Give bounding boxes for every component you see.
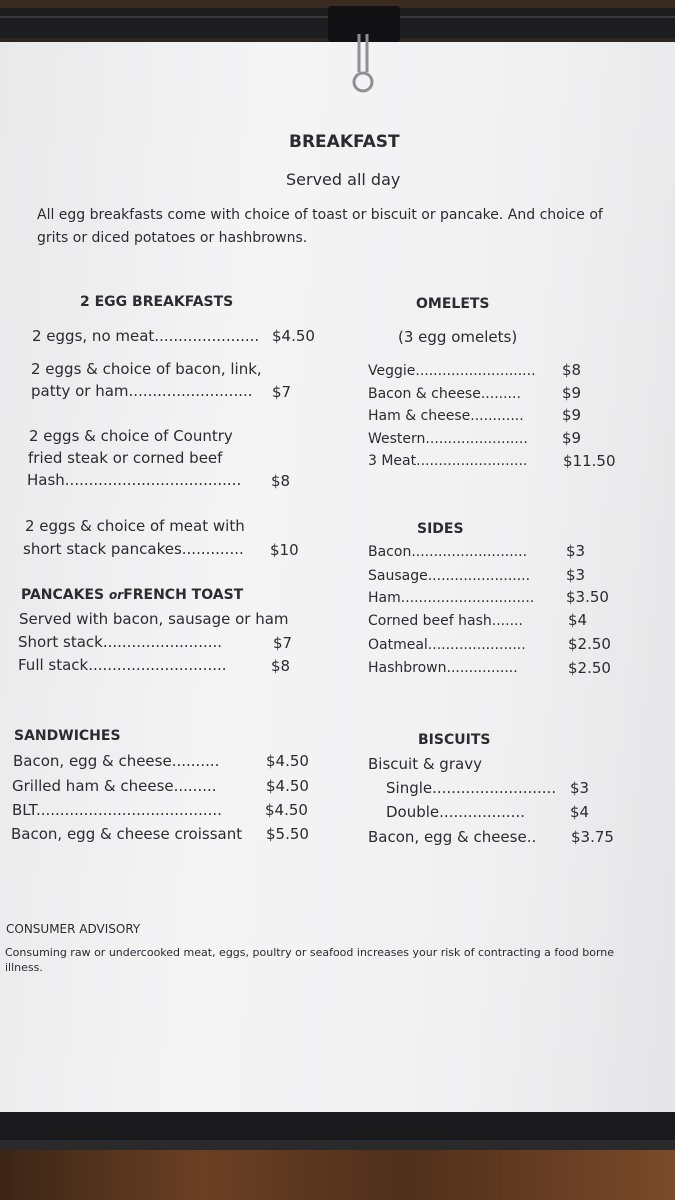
biscuit-item-2-price: $4: [570, 803, 590, 821]
intro-line-1: All egg breakfasts come with choice of toast or biscuit or pancake. And choice of: [37, 207, 603, 223]
sandwich-item-4-price: $5.50: [266, 825, 309, 843]
egg-item-3-line-1: 2 eggs & choice of Country: [29, 427, 233, 445]
omelets-heading: OMELETS: [416, 296, 490, 312]
sandwich-item-1-name: Bacon, egg & cheese..........: [13, 752, 220, 770]
side-item-2-name: Sausage.......................: [368, 568, 531, 584]
pancake-item-2-name: Full stack.............................: [18, 656, 227, 674]
pancakes-note: Served with bacon, sausage or ham: [19, 610, 289, 628]
omelet-item-1-name: Veggie...........................: [368, 363, 536, 379]
egg-item-1-price: $4.50: [272, 327, 315, 345]
egg-item-1-name: 2 eggs, no meat......................: [32, 327, 260, 345]
sandwiches-heading: SANDWICHES: [14, 728, 121, 744]
advisory-line-2: illness.: [5, 961, 43, 974]
clipboard-bottom-bar: [0, 1112, 675, 1152]
biscuit-item-3-price: $3.75: [571, 828, 614, 846]
side-item-6-price: $2.50: [568, 659, 611, 677]
egg-item-4-price: $10: [270, 541, 299, 559]
omelet-item-4-name: Western.......................: [368, 431, 528, 447]
advisory-line-1: Consuming raw or undercooked meat, eggs, poultry or seafood increases your risk of contracting a food borne: [5, 946, 615, 959]
sandwich-item-3-price: $4.50: [265, 801, 308, 819]
egg-item-2-line-2: patty or ham..........................: [31, 382, 253, 400]
pancakes-heading: [21, 585, 243, 605]
menu-subtitle: Served all day: [286, 170, 401, 189]
pancake-item-1-price: $7: [273, 634, 293, 652]
sandwich-item-3-name: BLT.......................................: [12, 801, 222, 819]
side-item-5-name: Oatmeal......................: [368, 637, 526, 653]
omelets-note: (3 egg omelets): [398, 328, 518, 346]
wood-table: [0, 1150, 675, 1200]
egg-item-3-price: $8: [271, 472, 291, 490]
biscuit-item-3-name: Bacon, egg & cheese..: [368, 828, 537, 846]
sandwich-item-2-price: $4.50: [266, 777, 309, 795]
biscuits-subheading: Biscuit & gravy: [368, 755, 482, 773]
biscuit-item-1-price: $3: [570, 779, 590, 797]
side-item-5-price: $2.50: [568, 635, 611, 653]
biscuit-item-1-name: Single..........................: [386, 779, 557, 797]
pancakes-heading-part-a: PANCAKES: [21, 587, 110, 603]
egg-breakfasts-heading: 2 EGG BREAKFASTS: [80, 294, 234, 310]
egg-item-3-line-2: fried steak or corned beef: [28, 449, 223, 467]
side-item-4-price: $4: [568, 611, 588, 629]
binder-clip-wire: [352, 34, 374, 94]
omelet-item-3-price: $9: [562, 406, 582, 424]
omelet-item-2-price: $9: [562, 384, 582, 402]
side-item-2-price: $3: [566, 566, 586, 584]
omelet-item-5-price: $11.50: [563, 452, 616, 470]
omelet-item-1-price: $8: [562, 361, 582, 379]
omelet-item-2-name: Bacon & cheese.........: [368, 386, 521, 402]
side-item-6-name: Hashbrown................: [368, 660, 518, 676]
biscuits-heading: BISCUITS: [418, 732, 491, 748]
biscuit-item-2-name: Double..................: [386, 803, 525, 821]
sandwich-item-2-name: Grilled ham & cheese.........: [12, 777, 217, 795]
side-item-4-name: Corned beef hash.......: [368, 613, 523, 629]
egg-item-2-line-1: 2 eggs & choice of bacon, link,: [31, 360, 262, 378]
side-item-1-name: Bacon..........................: [368, 544, 528, 560]
pancakes-heading-or: or: [109, 588, 124, 602]
sandwich-item-1-price: $4.50: [266, 752, 309, 770]
egg-item-4-line-1: 2 eggs & choice of meat with: [25, 517, 245, 535]
intro-line-2: grits or diced potatoes or hashbrowns.: [37, 230, 308, 246]
egg-item-4-line-2: short stack pancakes.............: [23, 540, 244, 558]
side-item-3-name: Ham..............................: [368, 590, 535, 606]
egg-item-3-line-3: Hash.....................................: [27, 471, 242, 489]
pancakes-heading-part-b: FRENCH TOAST: [123, 587, 244, 603]
side-item-1-price: $3: [566, 542, 586, 560]
sides-heading: SIDES: [417, 521, 464, 537]
omelet-item-4-price: $9: [562, 429, 582, 447]
side-item-3-price: $3.50: [566, 588, 609, 606]
pancake-item-1-name: Short stack.........................: [18, 633, 223, 651]
menu-title: BREAKFAST: [289, 132, 400, 152]
egg-item-2-price: $7: [272, 383, 292, 401]
omelet-item-5-name: 3 Meat.........................: [368, 453, 528, 469]
pancake-item-2-price: $8: [271, 657, 291, 675]
sandwich-item-4-name: Bacon, egg & cheese croissant: [11, 825, 243, 843]
advisory-heading: CONSUMER ADVISORY: [6, 922, 141, 936]
omelet-item-3-name: Ham & cheese............: [368, 408, 524, 424]
